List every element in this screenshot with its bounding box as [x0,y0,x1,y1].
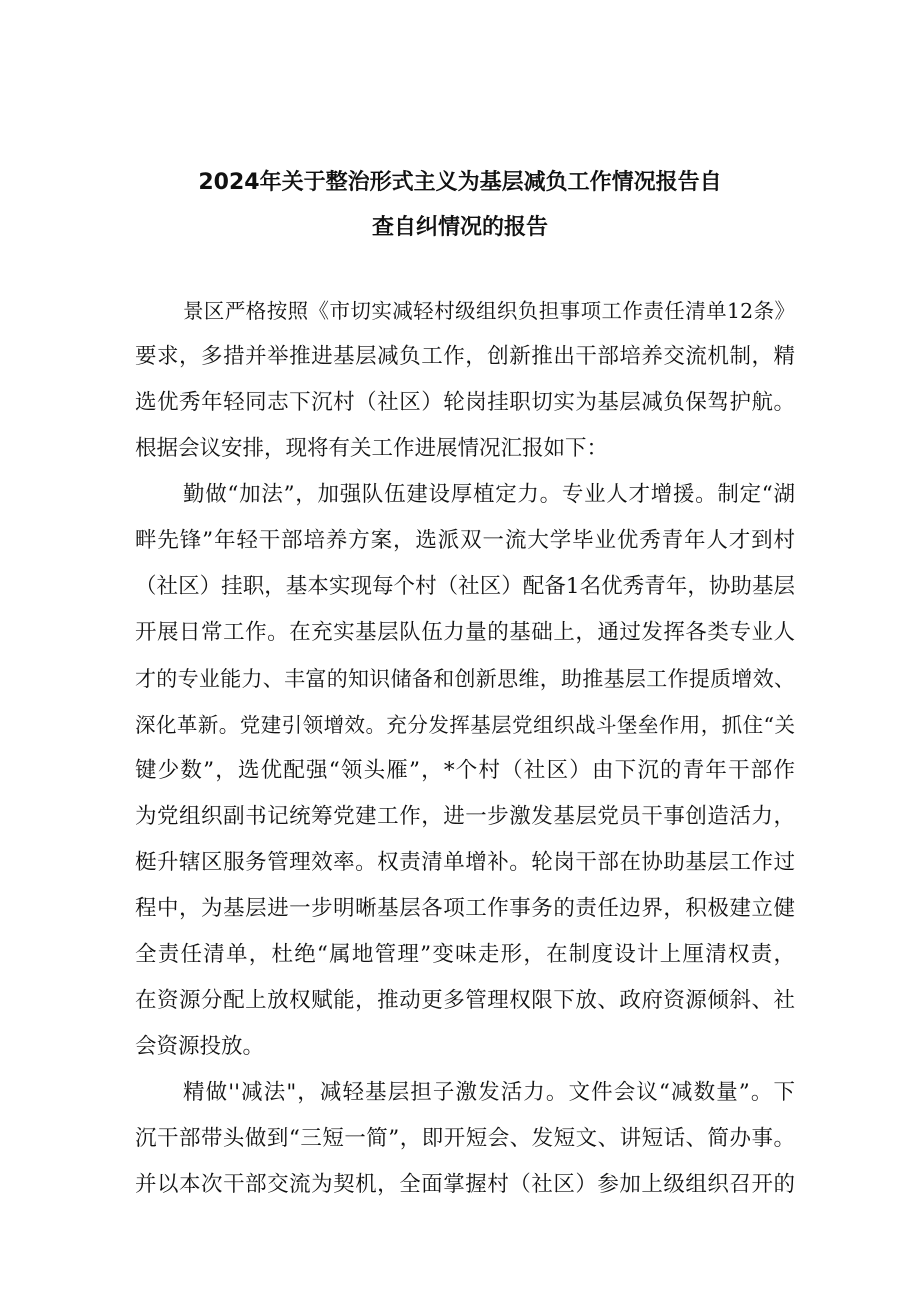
paragraph-2-line-3: （社区）挂职，基本实现每个村（社区）配备1名优秀青年，协助基层 [135,574,795,599]
paragraph-2-line-8: 为党组织副书记统筹党建工作，进一步激发基层党员干事创造活力， [135,804,795,829]
paragraph-2-line-5: 才的专业能力、丰富的知识储备和创新思维，助推基层工作提质增效、 [135,667,795,691]
document-title-line-1: 2024年关于整治形式主义为基层减负工作情况报告自 [198,170,722,195]
paragraph-3-line-3: 并以本次干部交流为契机，全面掌握村（社区）参加上级组织召开的 [135,1172,795,1197]
paragraph-2-line-10: 程中，为基层进一步明晰基层各项工作事务的责任边界，积极建立健 [135,896,795,921]
paragraph-2-line-4: 开展日常工作。在充实基层队伍力量的基础上，通过发挥各类专业人 [135,620,795,645]
paragraph-3-line-1: 精做''减法"，减轻基层担子激发活力。文件会议“减数量”。下 [183,1080,795,1105]
paragraph-2-line-13: 会资源投放。 [135,1034,265,1059]
paragraph-2-line-1: 勤做“加法”，加强队伍建设厚植定力。专业人才增援。制定“湖 [183,482,795,507]
document-title-line-2: 查自纠情况的报告 [371,215,548,240]
paragraph-1-line-4: 根据会议安排，现将有关工作进展情况汇报如下： [135,436,609,461]
paragraph-2-line-11: 全责任清单，杜绝“属地管理”变味走形，在制度设计上厘清权责， [135,942,795,967]
paragraph-1-line-3: 选优秀年轻同志下沉村（社区）轮岗挂职切实为基层减负保驾护航。 [135,390,795,415]
paragraph-2-line-7: 键少数”，选优配强“领头雁”，*个村（社区）由下沉的青年干部作 [135,758,795,783]
paragraph-2-line-12: 在资源分配上放权赋能，推动更多管理权限下放、政府资源倾斜、社 [135,988,795,1013]
paragraph-2-line-9: 梃升辖区服务管理效率。权责清单增补。轮岗干部在协助基层工作过 [135,850,795,875]
paragraph-2-line-2: 畔先锋”年轻干部培养方案，选派双一流大学毕业优秀青年人才到村 [135,528,795,553]
paragraph-1-line-2: 要求，多措并举推进基层减负工作，创新推出干部培养交流机制，精 [135,344,795,369]
paragraph-3-line-2: 沉干部带头做到“三短一简”，即开短会、发短文、讲短话、简办事。 [135,1126,795,1151]
paragraph-2-line-6: 深化革新。党建引领增效。充分发挥基层党组织战斗堡垒作用，抓住“关 [135,713,795,737]
paragraph-1-line-1: 景区严格按照《市切实减轻村级组织负担事项工作责任清单12条》 [183,299,795,323]
